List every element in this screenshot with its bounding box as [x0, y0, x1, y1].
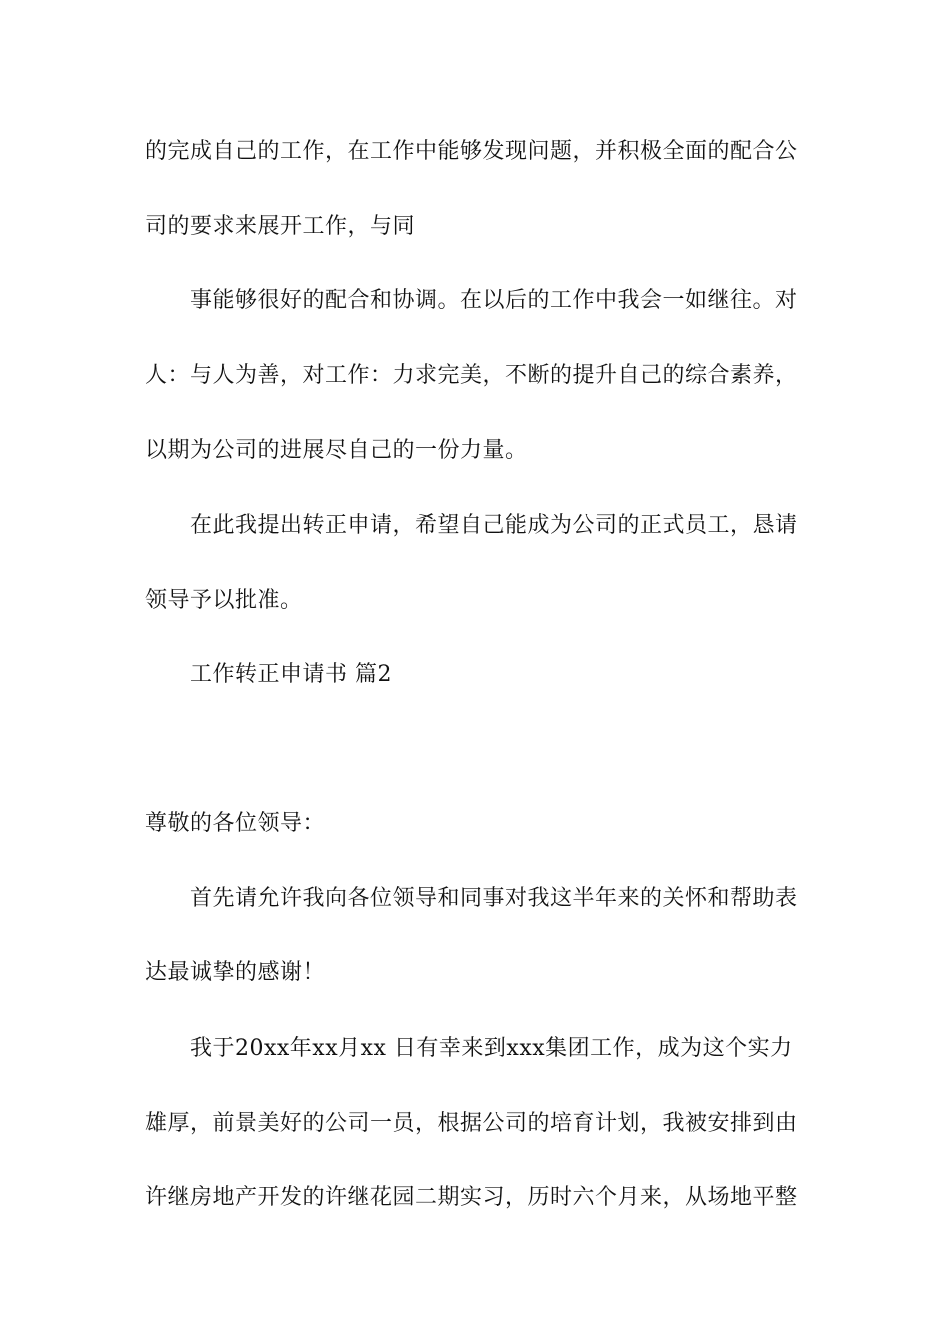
paragraph-line: 人：与人为善，对工作：力求完美，不断的提升自己的综合素养， — [145, 363, 798, 388]
paragraph-line: 在此我提出转正申请，希望自己能成为公司的正式员工，恳请 — [190, 513, 798, 538]
paragraph-line: 的完成自己的工作，在工作中能够发现问题，并积极全面的配合公 — [145, 139, 798, 164]
paragraph-line: 事能够很好的配合和协调。在以后的工作中我会一如继往。对 — [190, 288, 798, 313]
salutation: 尊敬的各位领导： — [145, 811, 326, 836]
paragraph-line: 领导予以批准。 — [145, 588, 303, 613]
paragraph-line: 首先请允许我向各位领导和同事对我这半年来的关怀和帮助表 — [190, 886, 798, 911]
paragraph-line: 司的要求来展开工作，与同 — [145, 214, 416, 239]
section-heading: 工作转正申请书 篇2 — [190, 662, 392, 687]
paragraph-line: 我于20xx年xx月xx 日有幸来到xxx集团工作，成为这个实力 — [190, 1036, 793, 1061]
paragraph-line: 达最诚挚的感谢！ — [145, 960, 326, 985]
paragraph-line: 以期为公司的进展尽自己的一份力量。 — [145, 438, 528, 463]
paragraph-line: 许继房地产开发的许继花园二期实习，历时六个月来，从场地平整 — [145, 1185, 798, 1210]
paragraph-line: 雄厚，前景美好的公司一员，根据公司的培育计划，我被安排到由 — [145, 1111, 798, 1136]
